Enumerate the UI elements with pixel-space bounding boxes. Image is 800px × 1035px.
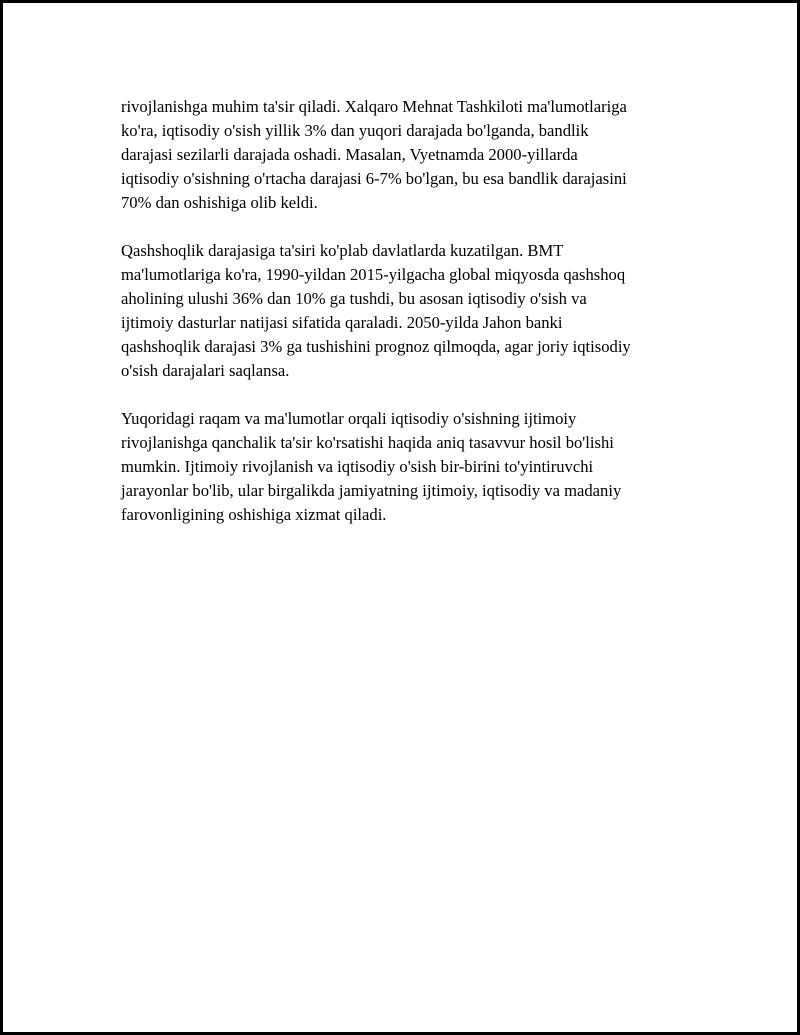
document-body bbox=[121, 95, 721, 551]
paragraph-3: Yuqoridagi raqam va ma'lumotlar orqali iqtisodiy o'sishning ijtimoiy rivojlanishga qanchalik ta'sir ko'rsatishi haqida aniq tasavvur hosil bo'lishi mumkin. Ijtimoiy rivojlanish va iqtisodiy o'sish bir-birini to'yintiruvchi jarayonlar bo'lib, ular birgalikda jamiyatning ijtimoiy, iqtisodiy va madaniy farovonligining oshishiga xizmat qiladi. bbox=[121, 409, 622, 524]
paragraph-1: rivojlanishga muhim ta'sir qiladi. Xalqaro Mehnat Tashkiloti ma'lumotlariga ko'ra, iqtisodiy o'sish yillik 3% dan yuqori darajada bo'lganda, bandlik darajasi sezilarli darajada oshadi. Masalan, Vyetnamda 2000-yillarda iqtisodiy o'sishning o'rtacha darajasi 6-7% bo'lgan, bu esa bandlik darajasini 70% dan oshishiga olib keldi. bbox=[121, 97, 627, 212]
paragraph-2: Qashshoqlik darajasiga ta'siri ko'plab davlatlarda kuzatilgan. BMT ma'lumotlariga ko'ra, 1990-yildan 2015-yilgacha global miqyosda qashshoq aholining ulushi 36% dan 10% ga tushdi, bu asosan iqtisodiy o'sish va ijtimoiy dasturlar natijasi sifatida qaraladi. 2050-yilda Jahon banki qashshoqlik darajasi 3% ga tushishini prognoz qilmoqda, agar joriy iqtisodiy o'sish darajalari saqlansa. bbox=[121, 241, 631, 380]
